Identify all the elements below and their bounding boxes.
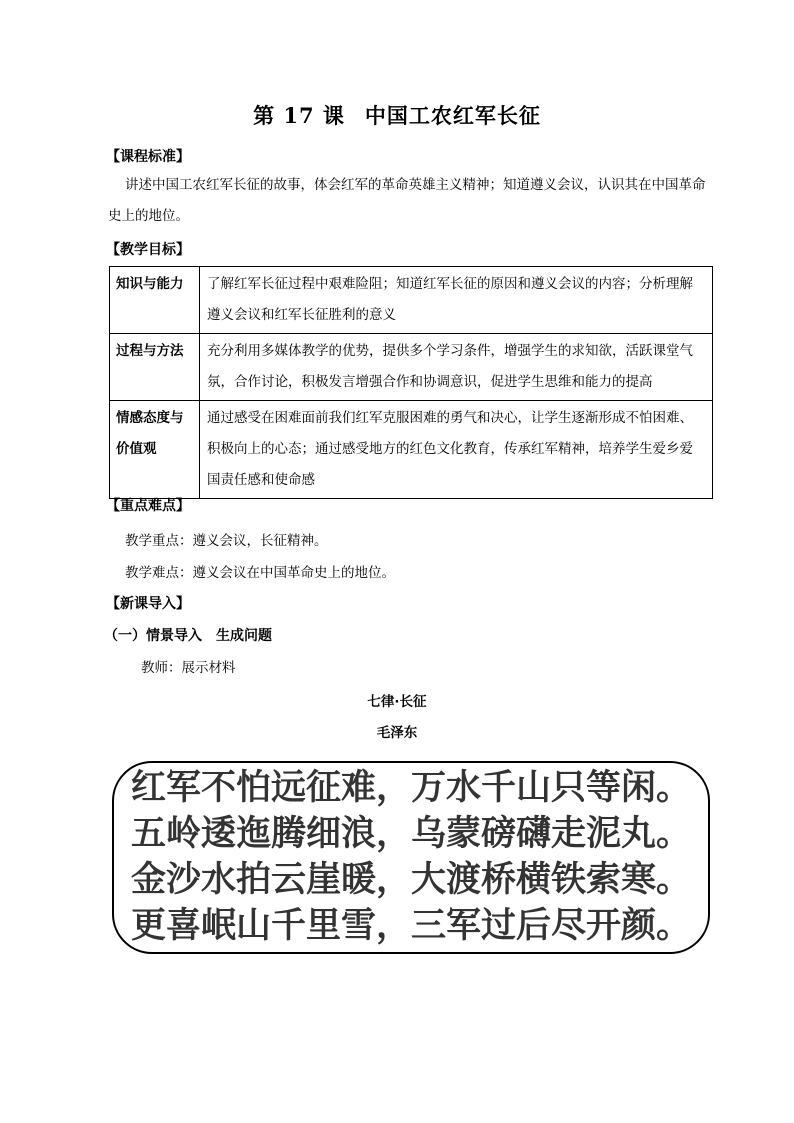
poem-author: 毛泽东	[376, 725, 418, 741]
objectives-heading: 【教学目标】	[106, 242, 190, 258]
lesson-name: 中国工农红军长征	[364, 103, 541, 128]
teacher-note: 教师：展示材料	[141, 660, 236, 676]
teaching-focus: 教学重点：遵义会议，长征精神。	[125, 533, 328, 549]
poem-line: 金沙水拍云崖暖，大渡桥横铁索寒。	[130, 860, 691, 900]
poem-line: 更喜岷山千里雪，三军过后尽开颜。	[130, 906, 691, 946]
objectives-table	[109, 266, 713, 499]
intro-subheading: （一）情景导入 生成问题	[104, 628, 272, 644]
table-row	[110, 334, 713, 401]
objective-content: 通过感受在困难面前我们红军克服困难的勇气和决心，让学生逐渐形成不怕困难、积极向上的心态；通过感受地方的红色文化教育，传承红军精神，培养学生爱乡爱国责任感和使命感	[200, 401, 713, 499]
curriculum-heading: 【课程标准】	[106, 149, 190, 165]
intro-heading: 【新课导入】	[106, 596, 190, 612]
teaching-difficulty: 教学难点：遵义会议在中国革命史上的地位。	[125, 565, 395, 581]
poem-line: 五岭逶迤腾细浪，乌蒙磅礴走泥丸。	[130, 814, 691, 854]
objective-label: 知识与能力	[110, 267, 200, 334]
objective-content: 了解红军长征过程中艰难险阻；知道红军长征的原因和遵义会议的内容；分析理解遵义会议和红军长征胜利的意义	[200, 267, 713, 334]
page-title	[0, 100, 794, 130]
objective-label: 情感态度与价值观	[110, 401, 200, 499]
curriculum-text: 讲述中国工农红军长征的故事，体会红军的革命英雄主义精神；知道遵义会议，认识其在中国革命史上的地位。	[108, 177, 706, 224]
lesson-number: 第 17 课	[253, 103, 345, 128]
poem-line: 红军不怕远征难，万水千山只等闲。	[130, 768, 691, 808]
table-row	[110, 401, 713, 499]
table-row	[110, 267, 713, 334]
objective-label: 过程与方法	[110, 334, 200, 401]
objective-content: 充分利用多媒体教学的优势，提供多个学习条件，增强学生的求知欲，活跃课堂气氛，合作讨论，积极发言增强合作和协调意识，促进学生思维和能力的提高	[200, 334, 713, 401]
poem-title: 七律·长征	[367, 694, 427, 710]
key-points-heading: 【重点难点】	[106, 498, 190, 514]
